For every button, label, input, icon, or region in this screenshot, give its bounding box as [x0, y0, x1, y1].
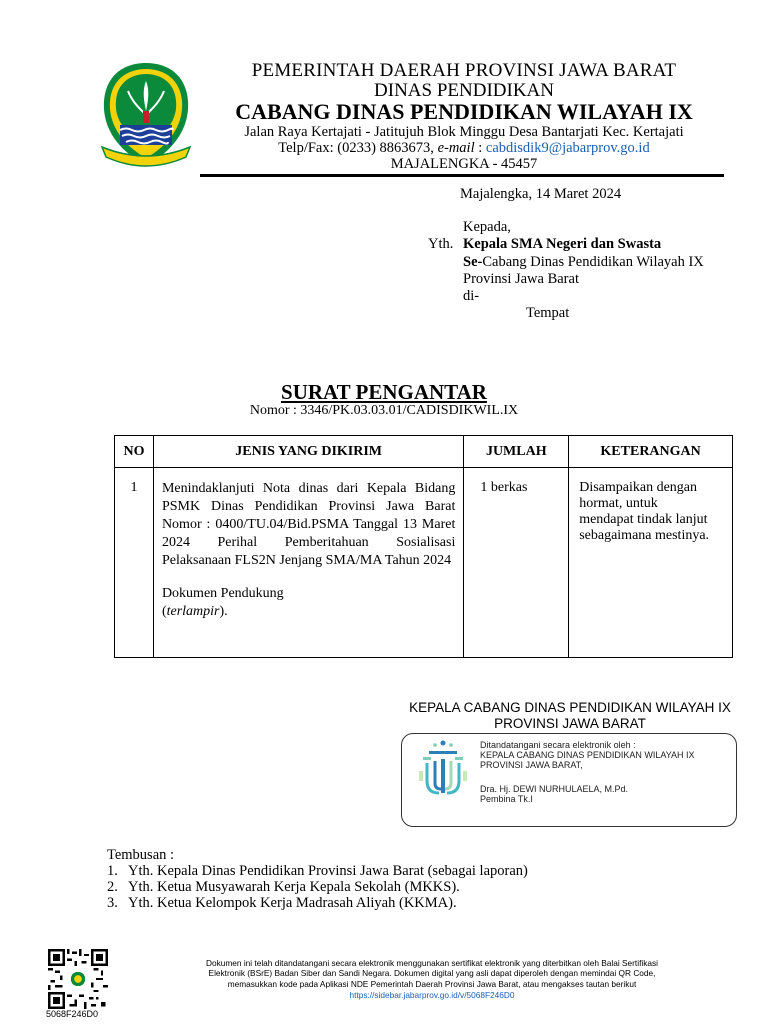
footer-verification-link[interactable]: https://sidebar.jabarprov.go.id/v/5068F246D0 — [349, 990, 515, 1000]
e-signature-office-2: PROVINSI JAWA BARAT, — [480, 760, 583, 770]
e-signature-office-1: KEPALA CABANG DINAS PENDIDIKAN WILAYAH IX — [480, 750, 695, 760]
cell-pendukung: Dokumen Pendukung — [161, 586, 284, 601]
qr-code-icon — [48, 949, 108, 1009]
tembusan-item — [107, 879, 460, 896]
e-signature-signed-by: Ditandatangani secara elektronik oleh : — [480, 740, 636, 750]
tembusan-item-no: 3. — [107, 895, 118, 911]
footer-line-3: memasukkan kode pada Aplikasi NDE Pemerintah Daerah Provinsi Jawa Barat, atau mengakses tautan berikut — [227, 979, 637, 989]
header-keterangan: KETERANGAN — [569, 436, 733, 468]
header-department: DINAS PENDIDIKAN — [374, 80, 554, 101]
header-government: PEMERINTAH DAERAH PROVINSI JAWA BARAT — [251, 60, 677, 81]
recipient-line2 — [463, 254, 704, 271]
lampir-open: ( — [161, 604, 167, 619]
keterangan-line: mendapat tindak lanjut — [579, 512, 708, 527]
signature-title-1: KEPALA CABANG DINAS PENDIDIKAN WILAYAH IX — [409, 700, 731, 715]
cell-jenis — [153, 468, 463, 658]
header-office: CABANG DINAS PENDIDIKAN WILAYAH IX — [235, 99, 693, 124]
recipient-kepada: Kepada, — [463, 219, 511, 235]
tembusan-label: Tembusan : — [107, 847, 175, 863]
tembusan-item-no: 2. — [107, 879, 118, 895]
qr-code-text: 5068F246D0 — [46, 1009, 99, 1019]
letter-title: SURAT PENGANTAR — [281, 380, 487, 404]
items-table — [114, 435, 733, 658]
header-contact — [204, 140, 724, 157]
jawa-barat-emblem-icon — [98, 61, 194, 173]
header-no: NO — [115, 436, 154, 468]
header-jumlah: JUMLAH — [464, 436, 569, 468]
tembusan-item-text: Yth. Ketua Musyawarah Kerja Kepala Sekolah (MKKS). — [128, 879, 460, 895]
recipient-di: di- — [463, 288, 480, 304]
header-city: MAJALENGKA - 45457 — [390, 156, 538, 172]
table-header-row — [115, 436, 733, 468]
cell-lampiran — [162, 603, 455, 621]
cell-jumlah: 1 berkas — [464, 468, 569, 658]
table-row — [115, 468, 733, 658]
recipient-yth: Yth. — [428, 236, 454, 252]
signature-title-2: PROVINSI JAWA BARAT — [494, 716, 646, 731]
header-telp: Telp/Fax: (0233) 8863673, — [278, 140, 438, 156]
lampir-close: ). — [219, 604, 228, 619]
header-email-label: e-mail — [437, 140, 475, 156]
e-signature-logo-icon — [411, 735, 475, 805]
recipient-name: Kepala SMA Negeri dan Swasta — [463, 236, 662, 252]
tembusan-item-text: Yth. Ketua Kelompok Kerja Madrasah Aliyah (KKMA). — [128, 895, 457, 911]
tembusan-item — [107, 863, 528, 880]
header-jenis: JENIS YANG DIKIRIM — [153, 436, 463, 468]
e-signature-rank: Pembina Tk.I — [480, 794, 533, 804]
cell-no: 1 — [115, 468, 154, 658]
recipient-province: Provinsi Jawa Barat — [463, 271, 579, 287]
keterangan-line: hormat, untuk — [579, 496, 658, 511]
keterangan-line: sebagaimana mestinya. — [579, 528, 710, 543]
cell-jenis-text: Menindaklanjuti Nota dinas dari Kepala Bidang PSMK Dinas Pendidikan Provinsi Jawa Barat Nomor : 0400/TU.04/Bid.PSMA Tanggal 13 Maret 2024 Perihal Pemberitahuan Sosialisasi Pelaksanaan FLS2N Jenjang SMA/MA Tahun 2024 — [161, 481, 456, 568]
header-divider — [200, 174, 724, 177]
tembusan-item — [107, 895, 457, 912]
recipient-branch: Cabang Dinas Pendidikan Wilayah IX — [482, 254, 704, 270]
recipient-se: Se- — [463, 254, 483, 270]
cell-keterangan — [569, 468, 733, 658]
letter-date: Majalengka, 14 Maret 2024 — [460, 186, 622, 202]
lampir-text: terlampir — [166, 604, 220, 619]
letter-number: Nomor : 3346/PK.03.03.01/CADISDIKWIL.IX — [249, 403, 519, 418]
footer-line-2: Elektronik (BSrE) Badan Siber dan Sandi Negara. Dokumen digital yang asli dapat diperoleh dengan memindai QR Code, — [208, 968, 656, 978]
header-address: Jalan Raya Kertajati - Jatitujuh Blok Minggu Desa Bantarjati Kec. Kertajati — [244, 124, 684, 140]
keterangan-line: Disampaikan dengan — [579, 480, 697, 495]
header-email-link[interactable]: cabdisdik9@jabarprov.go.id — [485, 140, 650, 156]
e-signature-name: Dra. Hj. DEWI NURHULAELA, M.Pd. — [480, 784, 629, 794]
header-email-sep: : — [474, 140, 486, 156]
tembusan-item-no: 1. — [107, 863, 118, 879]
recipient-tempat: Tempat — [526, 305, 570, 321]
tembusan-item-text: Yth. Kepala Dinas Pendidikan Provinsi Jawa Barat (sebagai laporan) — [128, 863, 528, 879]
footer-line-1: Dokumen ini telah ditandatangani secara elektronik menggunakan sertifikat elektronik yang diterbitkan oleh Balai Sertifikasi — [206, 958, 658, 968]
